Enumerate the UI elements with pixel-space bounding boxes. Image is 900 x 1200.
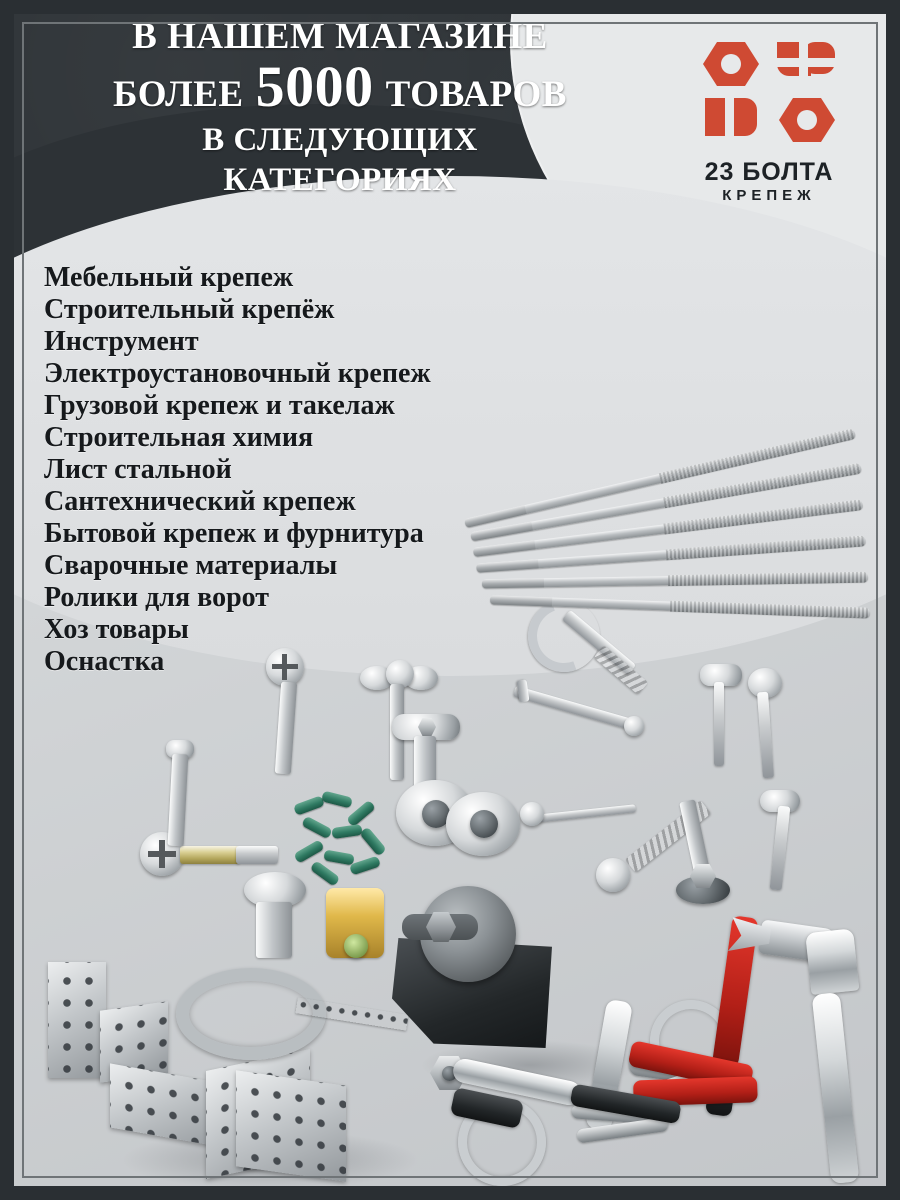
welding-electrodes [460,470,880,640]
headline-goods-label: ТОВАРОВ [385,74,567,115]
category-item: Лист стальной [44,454,232,485]
headline-more-label: БОЛЕЕ [113,74,244,115]
category-item: Оснастка [44,646,165,677]
category-list [44,262,431,678]
perforated-angle-brackets [236,1078,386,1188]
headline-line-2 [30,54,650,120]
logo-tagline: КРЕПЕЖ [722,187,816,204]
brand-logo [684,36,854,206]
logo-mark-grid [703,36,835,148]
dowel-nut [446,792,524,878]
category-item: Строительная химия [44,422,314,453]
category-item: Сварочные материалы [44,550,338,581]
sleeve-anchor [152,740,242,850]
green-wall-plugs [288,792,408,882]
category-item: Инструмент [44,326,199,357]
category-item: Бытовой крепеж и фурнитура [44,518,424,549]
category-item: Сантехнический крепеж [44,486,356,517]
headline-line-3: В СЛЕДУЮЩИХ [202,122,478,158]
headline-line-4: КАТЕГОРИЯХ [223,162,457,198]
gate-roller [392,880,582,1060]
headline [30,16,650,200]
logo-name: 23 БОЛТА [704,158,834,186]
perforated-tape-roll [176,968,386,1064]
blind-rivet [760,790,850,900]
logo-icons-svg [703,36,835,148]
headline-product-count: 5000 [255,54,374,119]
brass-insert [320,888,402,974]
headline-line-1: В НАШЕМ МАГАЗИНЕ [132,16,548,57]
category-item: Ролики для ворот [44,582,270,613]
long-nose-pliers [570,1084,768,1200]
nails [748,668,858,788]
category-item: Хоз товары [44,614,189,645]
category-item: Строительный крепёж [44,294,335,325]
category-item: Электроустановочный крепеж [44,358,431,389]
category-item: Грузовой крепеж и такелаж [44,390,395,421]
category-item: Мебельный крепеж [44,262,294,293]
frame-anchor [512,676,662,766]
